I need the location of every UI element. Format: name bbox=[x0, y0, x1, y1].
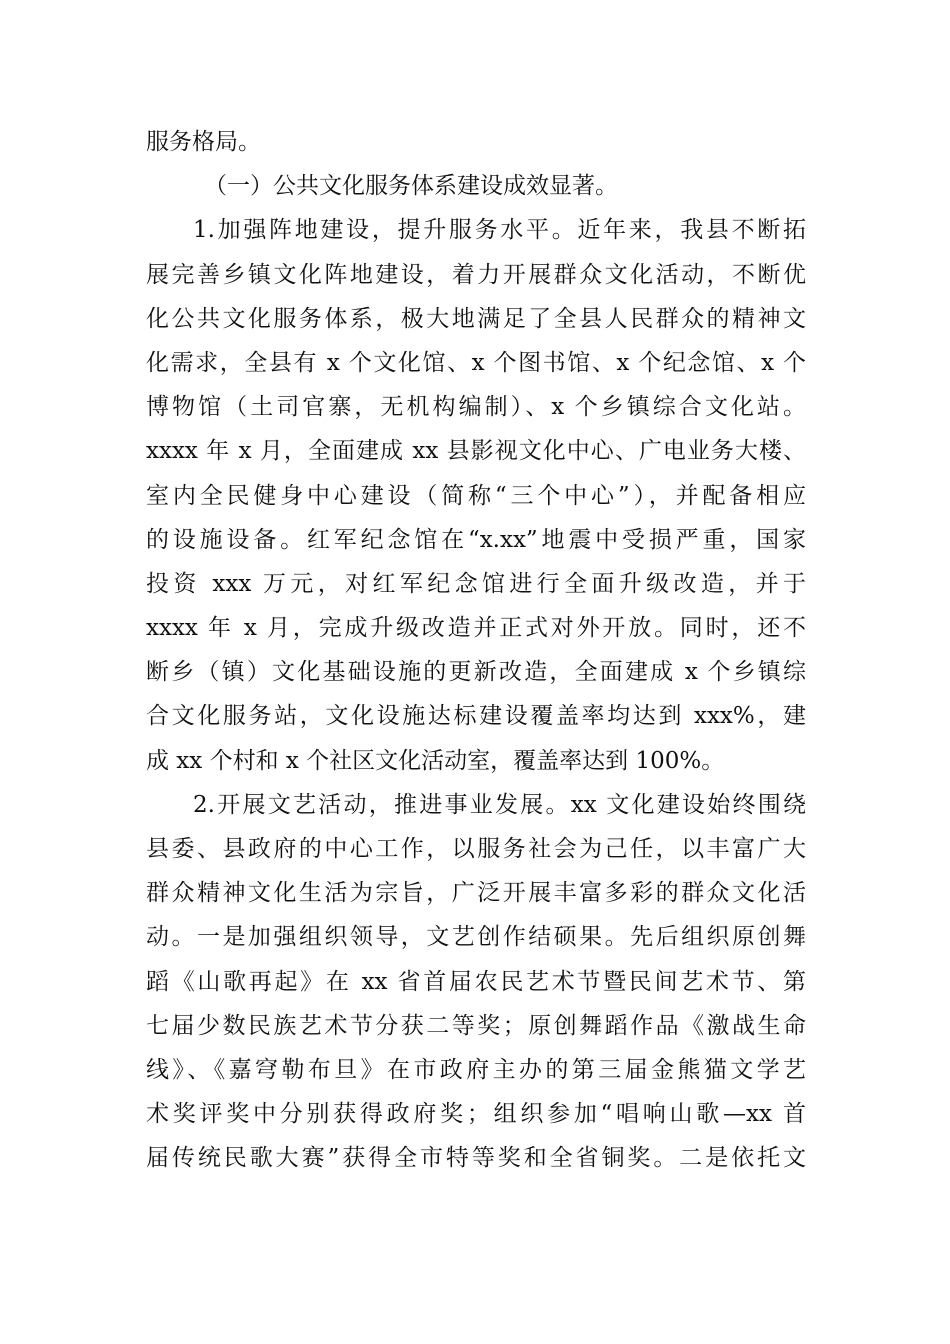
paragraph-2-line-9: 届传统民歌大赛”获得全市特等奖和全省铜奖。二是依托文 bbox=[146, 1145, 806, 1172]
paragraph-2-line-2: 县委、县政府的中心工作，以服务社会为己任，以丰富广大 bbox=[146, 836, 806, 862]
section-heading: （一）公共文化服务体系建设成效显著。 bbox=[204, 173, 618, 200]
paragraph-1-line-9: 投资 xxx 万元，对红军纪念馆进行全面升级改造，并于 bbox=[146, 570, 806, 597]
paragraph-1-line-4: 化需求，全县有 x 个文化馆、x 个图书馆、x 个纪念馆、x 个 bbox=[146, 349, 806, 376]
paragraph-1-line-2: 展完善乡镇文化阵地建设，着力开展群众文化活动，不断优 bbox=[146, 261, 806, 288]
paragraph-2-line-1: 2.开展文艺活动，推进事业发展。xx 文化建设始终围绕 bbox=[193, 791, 806, 818]
paragraph-1-line-3: 化公共文化服务体系，极大地满足了全县人民群众的精神文 bbox=[146, 305, 806, 332]
paragraph-2-line-8: 术奖评奖中分别获得政府奖；组织参加“唱响山歌—xx 首 bbox=[146, 1101, 806, 1128]
paragraph-1-line-1: 1.加强阵地建设，提升服务水平。近年来，我县不断拓 bbox=[193, 217, 806, 244]
paragraph-2-line-7: 线》、《嘉穹勒布旦》在市政府主办的第三届金熊猫文学艺 bbox=[146, 1056, 806, 1083]
paragraph-1-line-8: 的设施设备。红军纪念馆在“x.xx”地震中受损严重，国家 bbox=[146, 526, 806, 553]
paragraph-1-line-13: 成 xx 个村和 x 个社区文化活动室，覆盖率达到 100%。 bbox=[146, 747, 725, 774]
paragraph-1-line-11: 断乡（镇）文化基础设施的更新改造，全面建成 x 个乡镇综 bbox=[146, 659, 806, 686]
paragraph-1-line-12: 合文化服务站，文化设施达标建设覆盖率均达到 xxx%，建 bbox=[146, 703, 806, 730]
paragraph-1-line-5: 博物馆（土司官寨，无机构编制）、x 个乡镇综合文化站。 bbox=[146, 394, 806, 421]
paragraph-1-line-7: 室内全民健身中心建设（简称“三个中心”），并配备相应 bbox=[146, 482, 806, 509]
paragraph-2-line-6: 七届少数民族艺术节分获二等奖；原创舞蹈作品《激战生命 bbox=[146, 1012, 806, 1039]
paragraph-2-line-4: 动。一是加强组织领导，文艺创作结硕果。先后组织原创舞 bbox=[146, 924, 806, 951]
paragraph-2-line-3: 群众精神文化生活为宗旨，广泛开展丰富多彩的群众文化活 bbox=[146, 880, 806, 907]
paragraph-1-line-6: xxxx 年 x 月，全面建成 xx 县影视文化中心、广电业务大楼、 bbox=[146, 438, 806, 465]
paragraph-ending-line: 服务格局。 bbox=[146, 129, 261, 155]
document-body bbox=[146, 120, 806, 1181]
paragraph-2-line-5: 蹈《山歌再起》在 xx 省首届农民艺术节暨民间艺术节、第 bbox=[146, 968, 806, 995]
paragraph-1-line-10: xxxx 年 x 月，完成升级改造并正式对外开放。同时，还不 bbox=[146, 615, 806, 642]
